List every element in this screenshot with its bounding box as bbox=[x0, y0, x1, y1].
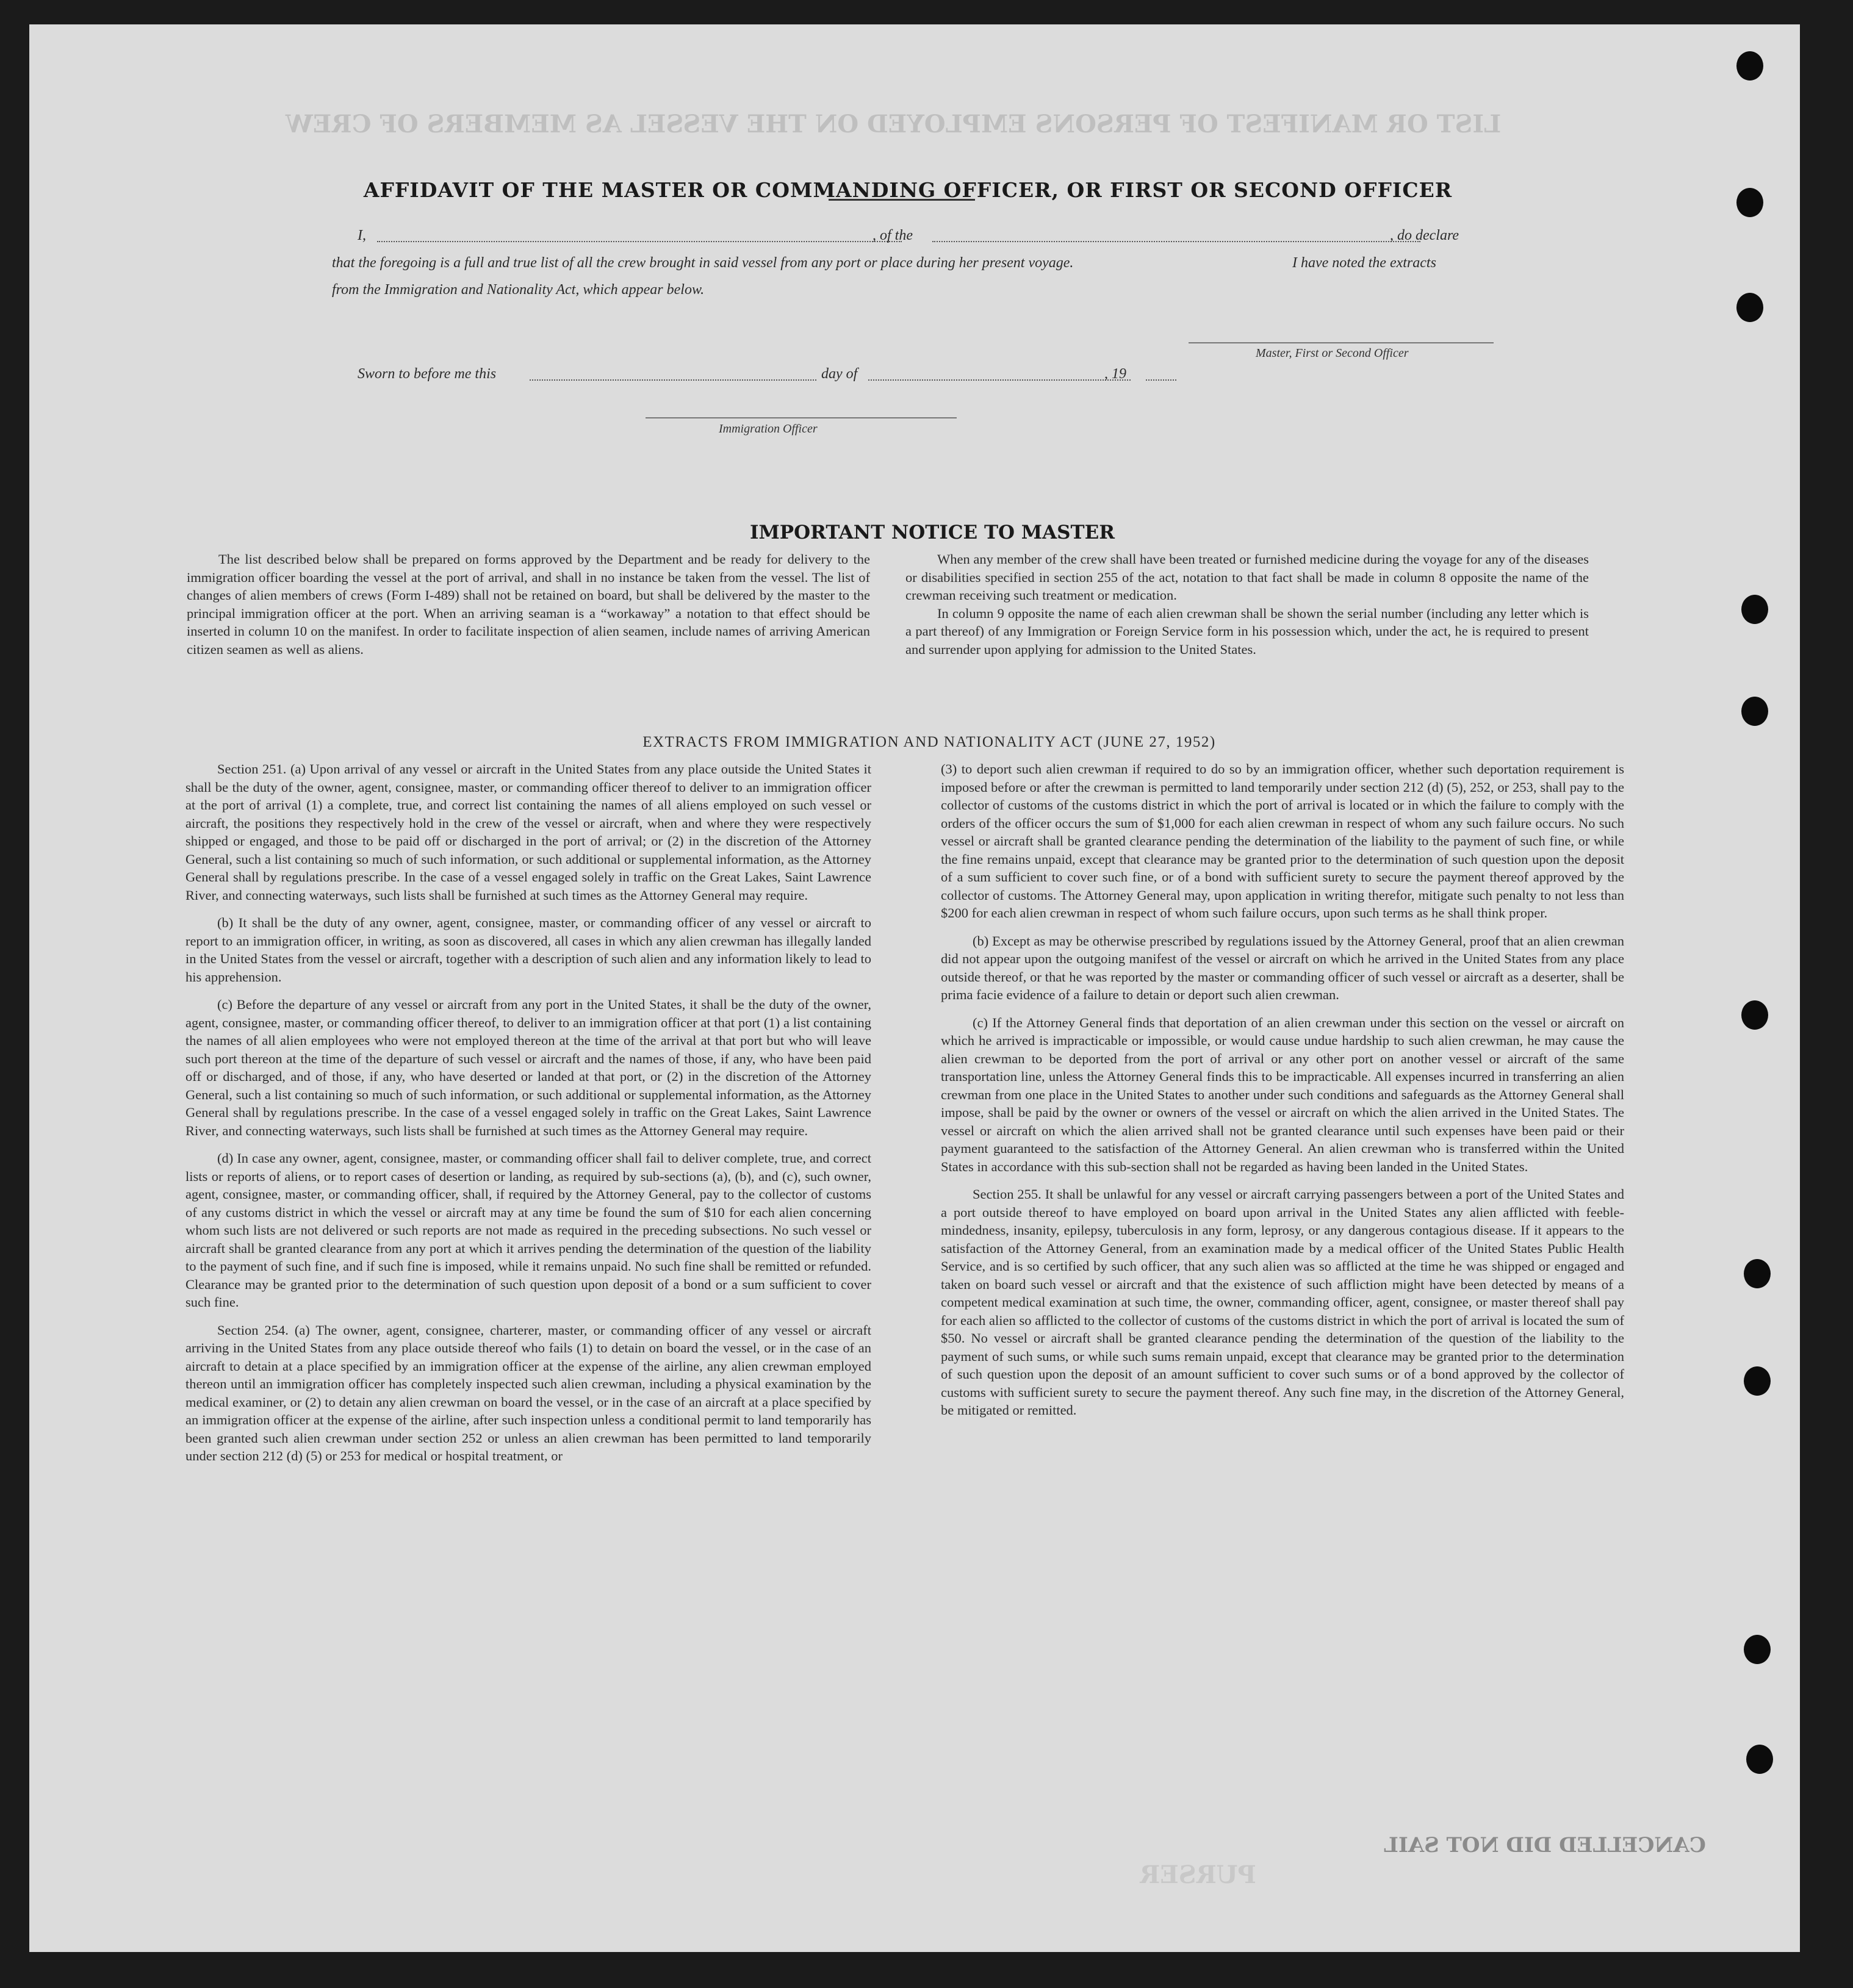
title-underline bbox=[829, 199, 975, 201]
punch-hole bbox=[1736, 51, 1763, 81]
notice-right-column bbox=[905, 550, 1589, 668]
punch-hole bbox=[1744, 1635, 1771, 1664]
day-of-label: day of bbox=[821, 366, 858, 382]
extract-paragraph: Section 251. (a) Upon arrival of any vessel or aircraft in the United States from any place outside the United States it shall be the duty of the owner, agent, consignee, master, or commanding officer thereof to deliver to an immigration officer at the port of arrival (1) a complete, true, and correct list containing the names of all aliens employed on such vessel or aircraft, the positions they respectively hold in the crew of the vessel or aircraft, when and where they were respectively shipped or engaged, and those to be paid off or discharged in the port of arrival; or (2) in the discretion of the Attorney General, such a list containing so much of such information, or such additional or supplemental information, as the Attorney General shall by regulations prescribe. In the case of a vessel engaged solely in traffic on the Great Lakes, Saint Lawrence River, and connecting waterways, such lists shall be furnished at such times as the Attorney General may require. bbox=[185, 761, 871, 903]
extract-paragraph: (d) In case any owner, agent, consignee, master, or commanding officer shall fail to deliver complete, true, and correct lists or reports of aliens, or to report cases of desertion or landing, as required by sub-sections (a), (b), and (c), such owner, agent, consignee, master, or commanding officer, shall, if required by the Attorney General, pay to the collector of customs of any customs district in which the vessel or aircraft may at any time be found the sum of $10 for each alien concerning whom such lists are not delivered or such reports are not made as required in the preceding subsections. No such vessel or aircraft shall be granted clearance from any port at which it arrives pending the determination of the question of the liability to the payment of such fine, and if such fine is imposed, while it remains unpaid. No such fine shall be remitted or refunded. Clearance may be granted prior to the determination of such question upon deposit of a bond or a sum sufficient to cover such fine. bbox=[185, 1150, 871, 1310]
declarant-label: I, bbox=[358, 228, 366, 243]
extract-paragraph: Section 255. It shall be unlawful for any vessel or aircraft carrying passengers between a port of the United States and a port outside thereof to have employed on board upon arrival in the United States any alien afflicted with feeble-mindedness, insanity, epilepsy, tuberculosis in any form, leprosy, or any dangerous contagious disease. If it appears to the satisfaction of the Attorney General, from an examination made by a medical officer of the United States Public Health Service, and is so certified by such officer, that any such alien was so afflicted at the time he was shipped or engaged and taken on board such vessel or aircraft and that the existence of such affliction might have been detected by means of a competent medical examination at such time, the owner, commanding officer, agent, consignee, or master thereof shall pay for each alien so afflicted to the collector of customs of the customs district in which the port of arrival is located the sum of $50. No vessel or aircraft shall be granted clearance pending the determination of the question of the liability to the payment of such sums, or while such sums remain unpaid, except that clearance may be granted prior to the determination of such question upon the deposit of an amount sufficient to cover such sums or of a bond approved by the collector of customs with sufficient surety to secure the payment thereof. Any such fine may, in the discretion of the Attorney General, be mitigated or remitted. bbox=[941, 1186, 1624, 1418]
affidavit-statement: that the foregoing is a full and true list of all the crew brought in said vessel from any port or place during her present voyage. bbox=[332, 255, 1074, 271]
extract-paragraph: (b) Except as may be otherwise prescribed by regulations issued by the Attorney General, proof that an alien crewman did not appear upon the outgoing manifest of the vessel or aircraft on which he arrived in the United States from any place outside thereof, or that he was reported by the master or commanding officer of such vessel or aircraft as a deserter, shall be prima facie evidence of a failure to detain or deport such alien crewman. bbox=[941, 933, 1624, 1002]
notice-left-column bbox=[187, 550, 870, 668]
sworn-label: Sworn to before me this bbox=[358, 366, 497, 382]
sworn-year-field[interactable] bbox=[1146, 379, 1176, 381]
vessel-of-label: , of the bbox=[873, 228, 913, 243]
punch-hole bbox=[1736, 293, 1763, 322]
punch-hole bbox=[1741, 595, 1768, 624]
extract-paragraph: (c) If the Attorney General finds that deportation of an alien crewman under this section on the vessel or aircraft on which he arrived is impracticable or impossible, or would cause undue hardship to such alien crewman, he may cause the alien crewman to be deported from the port of arrival or any other port on another vessel or aircraft of the same transportation line, unless the Attorney General finds this to be impracticable. All expenses incurred in transferring an alien crewman from one place in the United States to another under such conditions and safeguards as the Attorney General shall impose, shall be paid by the owner or owners of the vessel or aircraft on which the alien arrived in the United States. The vessel or aircraft on which the alien arrived shall not be granted clearance until such expenses have been paid or their payment guaranteed to the satisfaction of the Attorney General. An alien crewman who is transferred within the United States in accordance with this sub-section shall not be regarded as having been landed in the United States. bbox=[941, 1014, 1624, 1174]
notice-title: IMPORTANT NOTICE TO MASTER bbox=[749, 522, 1115, 544]
punch-hole bbox=[1746, 1745, 1773, 1774]
affidavit-statement-act: from the Immigration and Nationality Act, which appear below. bbox=[332, 282, 705, 298]
master-signature-line[interactable] bbox=[1189, 342, 1494, 343]
extracts-left-column bbox=[185, 760, 871, 1475]
extracts-title: EXTRACTS FROM IMMIGRATION AND NATIONALITY ACT (JUNE 27, 1952) bbox=[642, 734, 1216, 750]
punch-hole bbox=[1741, 1000, 1768, 1030]
master-signature-label: Master, First or Second Officer bbox=[1256, 346, 1409, 360]
notice-paragraph: The list described below shall be prepared on forms approved by the Department and be ready for delivery to the immigration officer boarding the vessel at the port of arrival, and shall in no instance be taken from the vessel. The list of changes of alien members of crews (Form I-489) shall not be retained on board, but shall be delivered by the master to the principal immigration officer at the port. When an arriving seaman is a “workaway” a notation to that effect should be inserted in column 10 on the manifest. In order to facilitate inspection of alien seamen, include names of arriving American citizen seamen as well as aliens. bbox=[187, 551, 870, 657]
extract-paragraph: Section 254. (a) The owner, agent, consignee, charterer, master, or commanding officer of any vessel or aircraft arriving in the United States from any place outside thereof who fails (1) to detain on board the vessel, or in the case of an aircraft to detain at a place specified by an immigration officer at the expense of the airline, any alien crewman employed thereon until an immigration officer has completely inspected such alien crewman, including a physical examination by the medical examiner, or (2) to detain any alien crewman on board the vessel, or in the case of an aircraft at a place specified by an immigration officer at the expense of the airline, after such inspection unless a conditional permit to land temporarily has been granted such alien crewman under section 252 or unless an alien crewman has been permitted to land temporarily under section 212 (d) (5) or 253 for medical or hospital treatment, or bbox=[185, 1322, 871, 1463]
affidavit-statement-extracts: I have noted the extracts bbox=[1292, 255, 1436, 271]
bleed-through-purser: PURSER bbox=[1140, 1861, 1256, 1889]
sworn-month-field[interactable] bbox=[868, 379, 1131, 381]
document-page bbox=[29, 24, 1800, 1952]
bleed-through-stamp: CANCELLED DID NOT SAIL bbox=[1384, 1833, 1706, 1857]
punch-hole bbox=[1736, 188, 1763, 217]
punch-hole bbox=[1741, 697, 1768, 726]
bleed-through-header: LIST OR MANIFEST OF PERSONS EMPLOYED ON THE VESSEL AS MEMBERS OF CREW bbox=[286, 110, 1502, 138]
officer-signature-label: Immigration Officer bbox=[719, 422, 818, 436]
extract-paragraph: (b) It shall be the duty of any owner, agent, consignee, master, or commanding officer of any vessel or aircraft to report to an immigration officer, in writing, as soon as discovered, all cases in which any alien crewman has illegally landed in the United States from the vessel or aircraft, together with a description of such alien and any information likely to lead to his apprehension. bbox=[185, 915, 871, 985]
declarant-name-field[interactable] bbox=[377, 241, 902, 242]
notice-paragraph: In column 9 opposite the name of each alien crewman shall be shown the serial number (including any letter which is a part thereof) of any Immigration or Foreign Service form in his possession which, under the act, he is required to present and surrender upon applying for admission to the United States. bbox=[905, 605, 1589, 657]
punch-hole bbox=[1744, 1366, 1771, 1396]
extracts-right-column bbox=[941, 760, 1624, 1429]
declare-label: , do declare bbox=[1390, 228, 1459, 243]
punch-hole bbox=[1744, 1259, 1771, 1288]
officer-signature-line[interactable] bbox=[646, 417, 957, 418]
year-label: , 19 bbox=[1104, 366, 1126, 382]
sworn-day-field[interactable] bbox=[530, 379, 816, 381]
extract-paragraph: (3) to deport such alien crewman if required to do so by an immigration officer, whether such deportation requirement is imposed before or after the crewman is permitted to land temporarily under section 212 (d) (5), 252, or 253, shall pay to the collector of customs of the customs district in which the port of arrival is located or in which the failure to comply with the orders of the officer occurs the sum of $1,000 for each alien crewman in respect of whom any such failure occurs. No such vessel or aircraft shall be granted clearance pending the determination of the liability to the payment of such fine, or while the fine remains unpaid, except that clearance may be granted prior to the determination of such question upon the deposit of a sum sufficient to cover such fine, or of a bond with sufficient surety to secure the payment thereof approved by the collector of customs. The Attorney General may, upon application in writing therefor, mitigate such penalty to not less than $200 for each alien crewman in respect of whom such failure occurs, upon such terms as he shall think proper. bbox=[941, 761, 1624, 920]
notice-paragraph: When any member of the crew shall have been treated or furnished medicine during the voyage for any of the diseases or disabilities specified in section 255 of the act, notation to that fact shall be made in column 8 opposite the name of the crewman receiving such treatment or medication. bbox=[905, 551, 1589, 603]
vessel-name-field[interactable] bbox=[932, 241, 1420, 242]
affidavit-title: AFFIDAVIT OF THE MASTER OR COMMANDING OFFICER, OR FIRST OR SECOND OFFICER bbox=[363, 178, 1453, 202]
extract-paragraph: (c) Before the departure of any vessel or aircraft from any port in the United States, it shall be the duty of the owner, agent, consignee, master, or commanding officer thereof, to deliver to an immigration officer at that port (1) a list containing the names of all alien employees who were not employed thereon at the time of the arrival at that port but who will leave such port thereon at the time of the departure of such vessel or aircraft and the names of those, if any, who have been paid off or discharged, and of those, if any, who have deserted or landed at that port, or (2) in the discretion of the Attorney General, such a list containing so much of such information, or such additional or supplemental information, as the Attorney General shall by regulations prescribe. In the case of a vessel engaged solely in traffic on the Great Lakes, Saint Lawrence River, and connecting waterways, such lists shall be furnished at such times as the Attorney General may require. bbox=[185, 997, 871, 1138]
